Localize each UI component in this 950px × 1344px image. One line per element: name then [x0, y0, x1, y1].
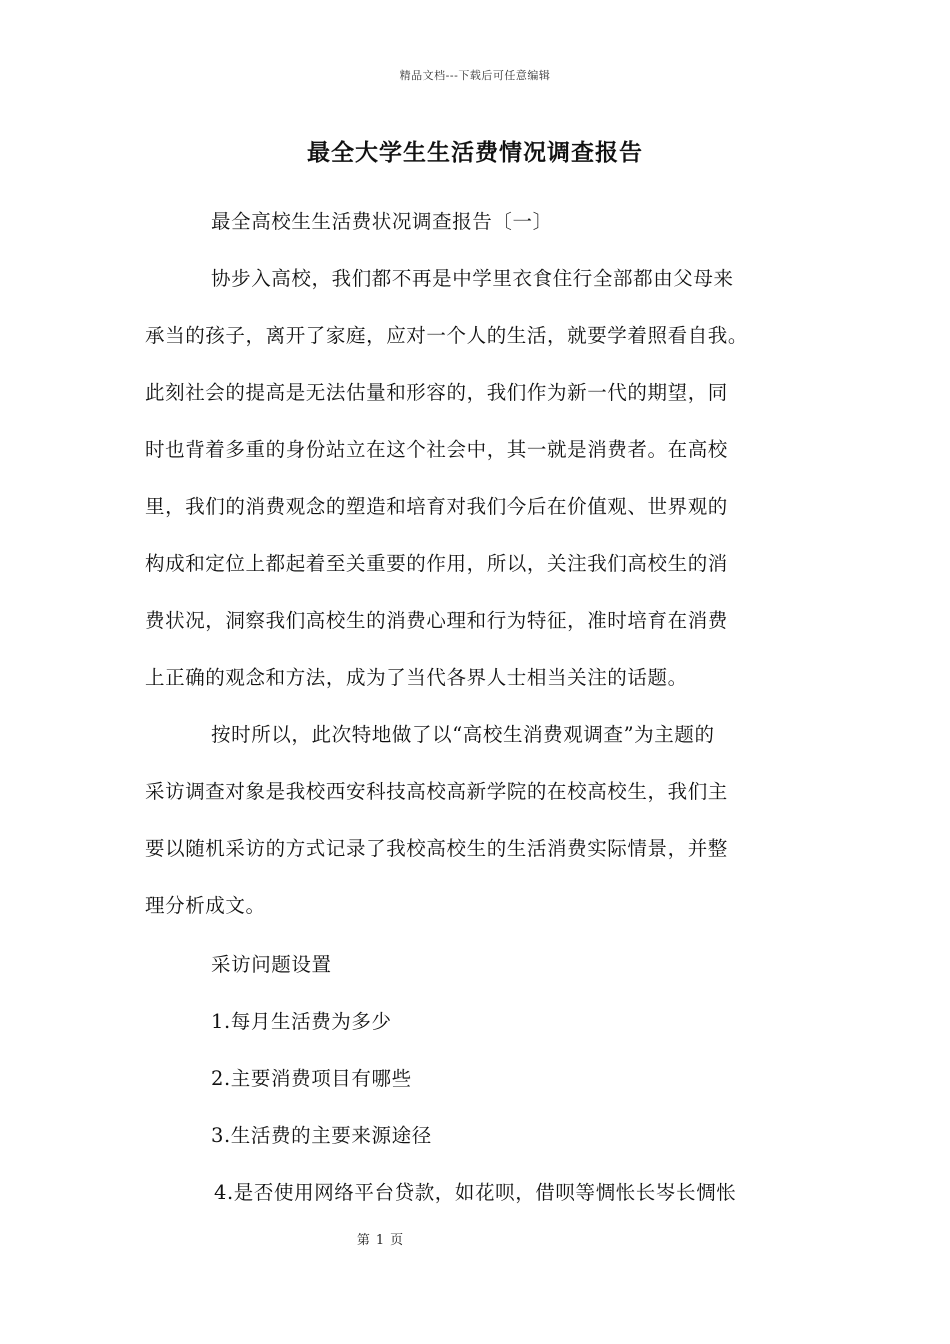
- page-footer: [0, 1229, 760, 1248]
- paragraph-line: 按时所以，此次特地做了以“高校生消费观调查”为主题的: [211, 723, 715, 746]
- document-title: 最全大学生生活费情况调查报告: [307, 139, 643, 166]
- page-number: 1: [375, 1233, 385, 1248]
- paragraph-line: 上正确的观念和方法，成为了当代各界人士相当关注的话题。: [145, 666, 688, 689]
- header-note: 精品文档---下载后可任意编辑: [399, 69, 551, 82]
- paragraph-line: 采访调查对象是我校西安科技高校高新学院的在校高校生，我们主: [145, 780, 728, 803]
- paragraph-line: 承当的孩子，离开了家庭，应对一个人的生活，就要学着照看自我。: [145, 324, 749, 347]
- paragraph-line: 时也背着多重的身份站立在这个社会中，其一就是消费者。在高校: [145, 438, 728, 461]
- page-prefix: 第: [356, 1233, 370, 1248]
- list-item: 1.每月生活费为多少: [211, 1010, 392, 1033]
- list-item: 2.主要消费项目有哪些: [211, 1067, 412, 1090]
- list-item: 4.是否使用网络平台贷款，如花呗，借呗等惆怅长岑长惆怅: [214, 1181, 737, 1204]
- report-subtitle: 最全高校生生活费状况调查报告〔一〕: [211, 210, 553, 233]
- paragraph-line: 理分析成文。: [145, 894, 266, 917]
- paragraph-line: 协步入高校，我们都不再是中学里衣食住行全部都由父母来: [211, 267, 734, 290]
- paragraph-line: 构成和定位上都起着至关重要的作用，所以，关注我们高校生的消: [145, 552, 728, 575]
- page-suffix: 页: [390, 1233, 404, 1248]
- paragraph-line: 里，我们的消费观念的塑造和培育对我们今后在价值观、世界观的: [145, 495, 728, 518]
- paragraph-line: 要以随机采访的方式记录了我校高校生的生活消费实际情景，并整: [145, 837, 728, 860]
- list-item: 3.生活费的主要来源途径: [211, 1124, 432, 1147]
- paragraph-line: 费状况，洞察我们高校生的消费心理和行为特征，准时培育在消费: [145, 609, 728, 632]
- section-heading: 采访问题设置: [211, 953, 332, 976]
- paragraph-line: 此刻社会的提高是无法估量和形容的，我们作为新一代的期望，同: [145, 381, 728, 404]
